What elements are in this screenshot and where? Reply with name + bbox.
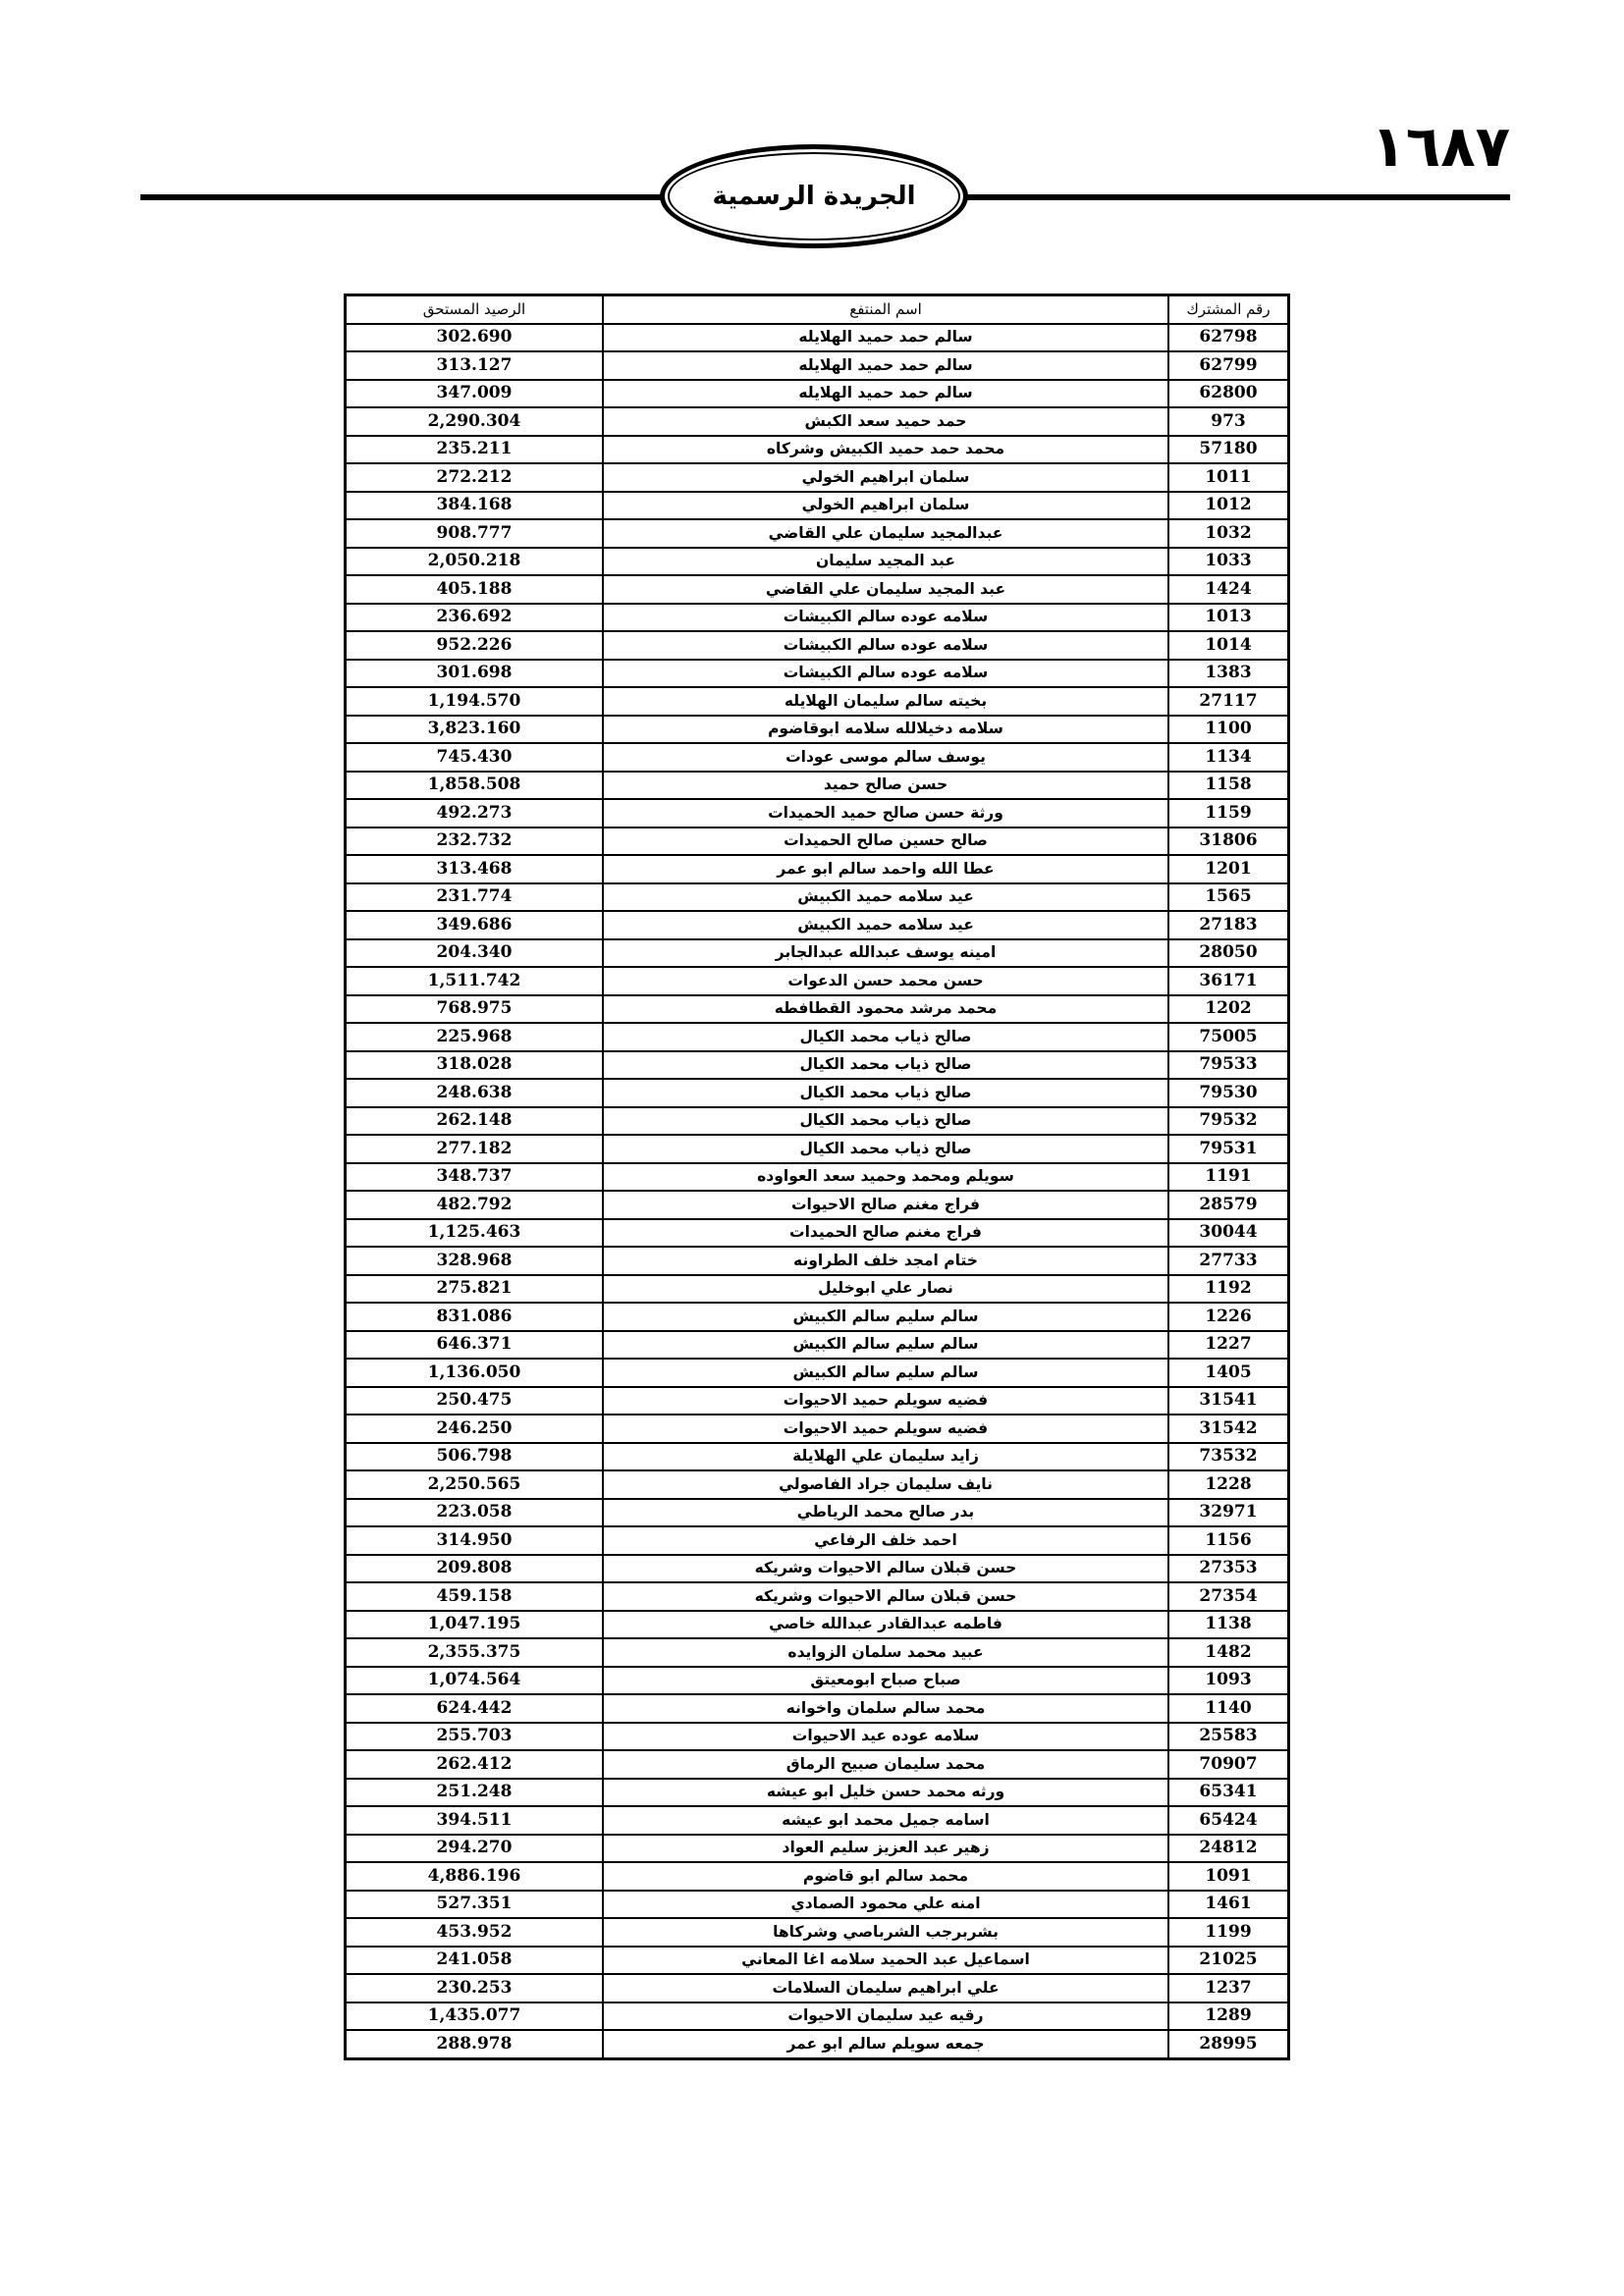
balance-due-cell: 318.028 [346,1051,603,1080]
subscriber-number-cell: 973 [1168,407,1288,436]
table-row [346,687,1288,716]
subscriber-number-cell: 75005 [1168,1023,1288,1051]
beneficiary-name-cell: عبد المجيد سليمان علي القاضي [603,575,1168,604]
beneficiary-name-cell: زهير عبد العزيز سليم العواد [603,1835,1168,1863]
subscriber-number-cell: 31806 [1168,828,1288,856]
balance-due-cell: 231.774 [346,883,603,912]
beneficiary-name-cell: ورثه محمد حسن خليل ابو عيشه [603,1779,1168,1807]
table-row [346,1247,1288,1275]
table-row [346,1526,1288,1555]
header-title: الجريدة الرسمية [712,182,916,211]
subscriber-number-cell: 1482 [1168,1638,1288,1667]
subscriber-number-cell: 27183 [1168,911,1288,939]
table-row [346,1582,1288,1611]
balance-due-cell: 1,858.508 [346,772,603,800]
subscriber-number-cell: 1237 [1168,1974,1288,2002]
beneficiary-name-cell: صالح ذياب محمد الكيال [603,1079,1168,1107]
table-row [346,1638,1288,1667]
balance-due-cell: 3,823.160 [346,716,603,744]
table-row [346,1806,1288,1835]
beneficiary-name-cell: سالم حمد حميد الهلايله [603,380,1168,408]
balance-due-cell: 384.168 [346,492,603,520]
subscriber-number-cell: 28579 [1168,1191,1288,1219]
balance-due-cell: 277.182 [346,1135,603,1163]
subscriber-number-cell: 1461 [1168,1891,1288,1919]
table-row [346,1079,1288,1107]
balance-due-cell: 506.798 [346,1443,603,1471]
beneficiary-name-cell: محمد مرشد محمود القطافطه [603,995,1168,1024]
table-row [346,1331,1288,1360]
table-row [346,351,1288,380]
beneficiary-name-cell: اسامه جميل محمد ابو عيشه [603,1806,1168,1835]
beneficiary-name-cell: سالم سليم سالم الكبيش [603,1331,1168,1360]
table-row [346,519,1288,548]
balance-due-cell: 294.270 [346,1835,603,1863]
table-row [346,2002,1288,2031]
beneficiary-name-cell: نصار علي ابوخليل [603,1275,1168,1304]
beneficiary-name-cell: زايد سليمان علي الهلايلة [603,1443,1168,1471]
balance-due-cell: 313.127 [346,351,603,380]
beneficiary-name-cell: محمد سالم ابو قاضوم [603,1862,1168,1891]
beneficiary-name-cell: نايف سليمان جراد الفاصولي [603,1470,1168,1499]
table-row [346,1862,1288,1891]
table-row [346,883,1288,912]
beneficiary-name-cell: ورثة حسن صالح حميد الحميدات [603,799,1168,828]
table-row [346,939,1288,968]
beneficiary-name-cell: صالح ذياب محمد الكيال [603,1135,1168,1163]
subscriber-number-cell: 73532 [1168,1443,1288,1471]
table-row [346,604,1288,632]
beneficiary-name-cell: احمد خلف الرفاعي [603,1526,1168,1555]
table-row [346,1303,1288,1331]
balance-due-cell: 482.792 [346,1191,603,1219]
balance-due-cell: 241.058 [346,1947,603,1975]
balance-due-cell: 492.273 [346,799,603,828]
balance-due-cell: 1,511.742 [346,967,603,995]
balance-due-cell: 349.686 [346,911,603,939]
subscriber-number-cell: 62799 [1168,351,1288,380]
balance-due-cell: 250.475 [346,1387,603,1415]
subscriber-number-cell: 27733 [1168,1247,1288,1275]
table-row [346,1359,1288,1387]
balance-due-cell: 204.340 [346,939,603,968]
subscriber-number-cell: 25583 [1168,1723,1288,1751]
balance-due-cell: 314.950 [346,1526,603,1555]
header-ellipse [660,144,968,248]
balance-due-cell: 251.248 [346,1779,603,1807]
beneficiary-name-cell: حسن صالح حميد [603,772,1168,800]
subscriber-number-cell: 1091 [1168,1862,1288,1891]
balance-due-cell: 246.250 [346,1415,603,1443]
beneficiary-name-cell: فضيه سويلم حميد الاحيوات [603,1387,1168,1415]
beneficiary-name-cell: صالح ذياب محمد الكيال [603,1023,1168,1051]
balance-due-cell: 908.777 [346,519,603,548]
beneficiary-name-cell: حسن محمد حسن الدعوات [603,967,1168,995]
subscriber-number-cell: 31541 [1168,1387,1288,1415]
table-row [346,1415,1288,1443]
subscriber-number-cell: 32971 [1168,1499,1288,1527]
subscriber-number-cell: 1011 [1168,463,1288,492]
subscriber-number-cell: 1093 [1168,1667,1288,1695]
subscriber-number-cell: 62798 [1168,324,1288,352]
beneficiary-name-cell: سالم سليم سالم الكبيش [603,1303,1168,1331]
table-row [346,575,1288,604]
table-row [346,463,1288,492]
beneficiary-name-cell: سلامه عوده سالم الكبيشات [603,604,1168,632]
balance-due-cell: 2,250.565 [346,1470,603,1499]
beneficiary-name-cell: جمعه سويلم سالم ابو عمر [603,2030,1168,2058]
subscriber-number-cell: 27354 [1168,1582,1288,1611]
subscriber-number-cell: 1013 [1168,604,1288,632]
subscriber-number-cell: 1228 [1168,1470,1288,1499]
column-header-balance-due: الرصيد المستحق [346,295,603,324]
balance-due-cell: 209.808 [346,1555,603,1583]
beneficiary-name-cell: بشربرجب الشرباصي وشركاها [603,1918,1168,1947]
beneficiary-name-cell: بخيته سالم سليمان الهلايله [603,687,1168,716]
beneficiary-name-cell: فاطمه عبدالقادر عبدالله خاصي [603,1611,1168,1639]
table-row [346,1891,1288,1919]
table-row [346,799,1288,828]
subscriber-number-cell: 65341 [1168,1779,1288,1807]
table-row [346,1779,1288,1807]
balance-due-cell: 275.821 [346,1275,603,1304]
subscriber-number-cell: 1226 [1168,1303,1288,1331]
table-row [346,1219,1288,1248]
table-row [346,967,1288,995]
table-row [346,1387,1288,1415]
balance-due-cell: 232.732 [346,828,603,856]
balance-due-cell: 459.158 [346,1582,603,1611]
subscriber-number-cell: 1405 [1168,1359,1288,1387]
balance-due-cell: 394.511 [346,1806,603,1835]
table-row [346,1275,1288,1304]
subscriber-number-cell: 1424 [1168,575,1288,604]
table-row [346,772,1288,800]
table-row [346,1611,1288,1639]
balance-due-cell: 1,125.463 [346,1219,603,1248]
subscriber-number-cell: 79531 [1168,1135,1288,1163]
table-row [346,743,1288,772]
table-row [346,436,1288,464]
table-row [346,855,1288,883]
beneficiary-name-cell: صالح ذياب محمد الكيال [603,1051,1168,1080]
table-row [346,1135,1288,1163]
beneficiary-name-cell: محمد حمد حميد الكبيش وشركاه [603,436,1168,464]
subscriber-number-cell: 28050 [1168,939,1288,968]
subscriber-number-cell: 1383 [1168,660,1288,688]
table-row [346,995,1288,1024]
beneficiary-name-cell: حسن قبلان سالم الاحيوات وشريكه [603,1582,1168,1611]
column-header-subscriber-number: رقم المشترك [1168,295,1288,324]
table-row [346,1918,1288,1947]
balance-due-cell: 1,136.050 [346,1359,603,1387]
balance-due-cell: 262.148 [346,1107,603,1136]
balance-due-cell: 248.638 [346,1079,603,1107]
balance-due-cell: 405.188 [346,575,603,604]
table-row [346,1470,1288,1499]
beneficiary-name-cell: فراج مغنم صالح الحميدات [603,1219,1168,1248]
beneficiary-name-cell: ختام امجد خلف الطراونه [603,1247,1168,1275]
subscriber-number-cell: 70907 [1168,1750,1288,1779]
beneficiary-name-cell: عبيد محمد سلمان الزوايده [603,1638,1168,1667]
table-body [346,324,1288,2058]
balance-due-cell: 313.468 [346,855,603,883]
subscriber-number-cell: 1014 [1168,631,1288,660]
subscriber-number-cell: 1012 [1168,492,1288,520]
balance-due-cell: 272.212 [346,463,603,492]
subscriber-number-cell: 1140 [1168,1694,1288,1723]
beneficiary-name-cell: فضيه سويلم حميد الاحيوات [603,1415,1168,1443]
subscriber-number-cell: 30044 [1168,1219,1288,1248]
table-row [346,1443,1288,1471]
table-row [346,1107,1288,1136]
balance-due-cell: 831.086 [346,1303,603,1331]
beneficiary-name-cell: صالح حسين صالح الحميدات [603,828,1168,856]
table-row [346,1163,1288,1192]
subscriber-number-cell: 79530 [1168,1079,1288,1107]
balance-due-cell: 255.703 [346,1723,603,1751]
beneficiary-name-cell: صالح ذياب محمد الكيال [603,1107,1168,1136]
subscriber-number-cell: 1565 [1168,883,1288,912]
table-row [346,324,1288,352]
beneficiary-name-cell: سالم حمد حميد الهلايله [603,324,1168,352]
balance-due-cell: 347.009 [346,380,603,408]
table-row [346,1723,1288,1751]
balance-due-cell: 2,050.218 [346,548,603,576]
table-row [346,1023,1288,1051]
subscriber-number-cell: 1192 [1168,1275,1288,1304]
balance-due-cell: 230.253 [346,1974,603,2002]
beneficiary-name-cell: سلامه عوده سالم الكبيشات [603,631,1168,660]
beneficiary-name-cell: عبد المجيد سليمان [603,548,1168,576]
table-row [346,660,1288,688]
beneficiary-name-cell: فراج مغنم صالح الاحيوات [603,1191,1168,1219]
subscriber-number-cell: 24812 [1168,1835,1288,1863]
subscriber-number-cell: 79533 [1168,1051,1288,1080]
table-row [346,1694,1288,1723]
beneficiary-name-cell: حسن قبلان سالم الاحيوات وشريكه [603,1555,1168,1583]
beneficiary-name-cell: سلمان ابراهيم الخولي [603,463,1168,492]
subscriber-number-cell: 28995 [1168,2030,1288,2058]
table-row [346,407,1288,436]
table-row [346,2030,1288,2058]
table-row [346,1667,1288,1695]
beneficiary-name-cell: يوسف سالم موسى عودات [603,743,1168,772]
table-container [344,294,1286,2060]
balance-due-cell: 624.442 [346,1694,603,1723]
beneficiary-name-cell: عطا الله واحمد سالم ابو عمر [603,855,1168,883]
beneficiary-name-cell: عيد سلامه حميد الكبيش [603,911,1168,939]
beneficiary-name-cell: محمد سالم سلمان واخوانه [603,1694,1168,1723]
table-row [346,1555,1288,1583]
balance-due-cell: 328.968 [346,1247,603,1275]
beneficiary-name-cell: امينه يوسف عبدالله عبدالجابر [603,939,1168,968]
subscriber-number-cell: 36171 [1168,967,1288,995]
subscriber-number-cell: 27353 [1168,1555,1288,1583]
balance-due-cell: 225.968 [346,1023,603,1051]
subscriber-number-cell: 27117 [1168,687,1288,716]
balance-due-cell: 453.952 [346,1918,603,1947]
subscriber-number-cell: 65424 [1168,1806,1288,1835]
balance-due-cell: 223.058 [346,1499,603,1527]
subscriber-number-cell: 79532 [1168,1107,1288,1136]
table-row [346,631,1288,660]
balance-due-cell: 1,074.564 [346,1667,603,1695]
table-row [346,548,1288,576]
beneficiary-name-cell: سلامه عوده سالم الكبيشات [603,660,1168,688]
subscriber-number-cell: 1159 [1168,799,1288,828]
beneficiary-name-cell: رقيه عيد سليمان الاحيوات [603,2002,1168,2031]
subscriber-number-cell: 57180 [1168,436,1288,464]
balance-due-cell: 348.737 [346,1163,603,1192]
subscriber-number-cell: 1201 [1168,855,1288,883]
subscriber-number-cell: 1202 [1168,995,1288,1024]
subscribers-table [344,294,1290,2060]
beneficiary-name-cell: سلامه دخيلالله سلامه ابوقاضوم [603,716,1168,744]
balance-due-cell: 235.211 [346,436,603,464]
subscriber-number-cell: 1158 [1168,772,1288,800]
subscriber-number-cell: 1138 [1168,1611,1288,1639]
balance-due-cell: 301.698 [346,660,603,688]
table-row [346,1974,1288,2002]
subscriber-number-cell: 1033 [1168,548,1288,576]
beneficiary-name-cell: سالم سليم سالم الكبيش [603,1359,1168,1387]
balance-due-cell: 302.690 [346,324,603,352]
balance-due-cell: 1,194.570 [346,687,603,716]
balance-due-cell: 527.351 [346,1891,603,1919]
table-header-row [346,295,1288,324]
balance-due-cell: 1,435.077 [346,2002,603,2031]
subscriber-number-cell: 1227 [1168,1331,1288,1360]
balance-due-cell: 745.430 [346,743,603,772]
table-row [346,1835,1288,1863]
subscriber-number-cell: 1134 [1168,743,1288,772]
beneficiary-name-cell: امنه علي محمود الصمادي [603,1891,1168,1919]
beneficiary-name-cell: عبدالمجيد سليمان علي القاضي [603,519,1168,548]
subscriber-number-cell: 21025 [1168,1947,1288,1975]
subscriber-number-cell: 62800 [1168,380,1288,408]
table-row [346,1499,1288,1527]
balance-due-cell: 288.978 [346,2030,603,2058]
beneficiary-name-cell: عيد سلامه حميد الكبيش [603,883,1168,912]
beneficiary-name-cell: اسماعيل عبد الحميد سلامه اغا المعاني [603,1947,1168,1975]
beneficiary-name-cell: علي ابراهيم سليمان السلامات [603,1974,1168,2002]
balance-due-cell: 236.692 [346,604,603,632]
subscriber-number-cell: 1156 [1168,1526,1288,1555]
balance-due-cell: 4,886.196 [346,1862,603,1891]
beneficiary-name-cell: سالم حمد حميد الهلايله [603,351,1168,380]
table-row [346,828,1288,856]
table-row [346,1051,1288,1080]
beneficiary-name-cell: محمد سليمان صبيح الرماق [603,1750,1168,1779]
beneficiary-name-cell: بدر صالح محمد الرياطي [603,1499,1168,1527]
column-header-beneficiary-name: اسم المنتفع [603,295,1168,324]
beneficiary-name-cell: سويلم ومحمد وحميد سعد العواوده [603,1163,1168,1192]
page-number: ١٦٨٧ [1371,113,1510,180]
subscriber-number-cell: 1199 [1168,1918,1288,1947]
beneficiary-name-cell: سلامه عوده عيد الاحيوات [603,1723,1168,1751]
table-row [346,1947,1288,1975]
beneficiary-name-cell: حمد حميد سعد الكبش [603,407,1168,436]
subscriber-number-cell: 1289 [1168,2002,1288,2031]
subscriber-number-cell: 1032 [1168,519,1288,548]
beneficiary-name-cell: صباح صباح ابومعيتق [603,1667,1168,1695]
table-row [346,716,1288,744]
balance-due-cell: 768.975 [346,995,603,1024]
beneficiary-name-cell: سلمان ابراهيم الخولي [603,492,1168,520]
balance-due-cell: 952.226 [346,631,603,660]
balance-due-cell: 646.371 [346,1331,603,1360]
table-row [346,380,1288,408]
subscriber-number-cell: 31542 [1168,1415,1288,1443]
subscriber-number-cell: 1191 [1168,1163,1288,1192]
balance-due-cell: 2,290.304 [346,407,603,436]
balance-due-cell: 2,355.375 [346,1638,603,1667]
table-row [346,1191,1288,1219]
subscriber-number-cell: 1100 [1168,716,1288,744]
balance-due-cell: 262.412 [346,1750,603,1779]
table-row [346,1750,1288,1779]
table-row [346,492,1288,520]
table-row [346,911,1288,939]
balance-due-cell: 1,047.195 [346,1611,603,1639]
